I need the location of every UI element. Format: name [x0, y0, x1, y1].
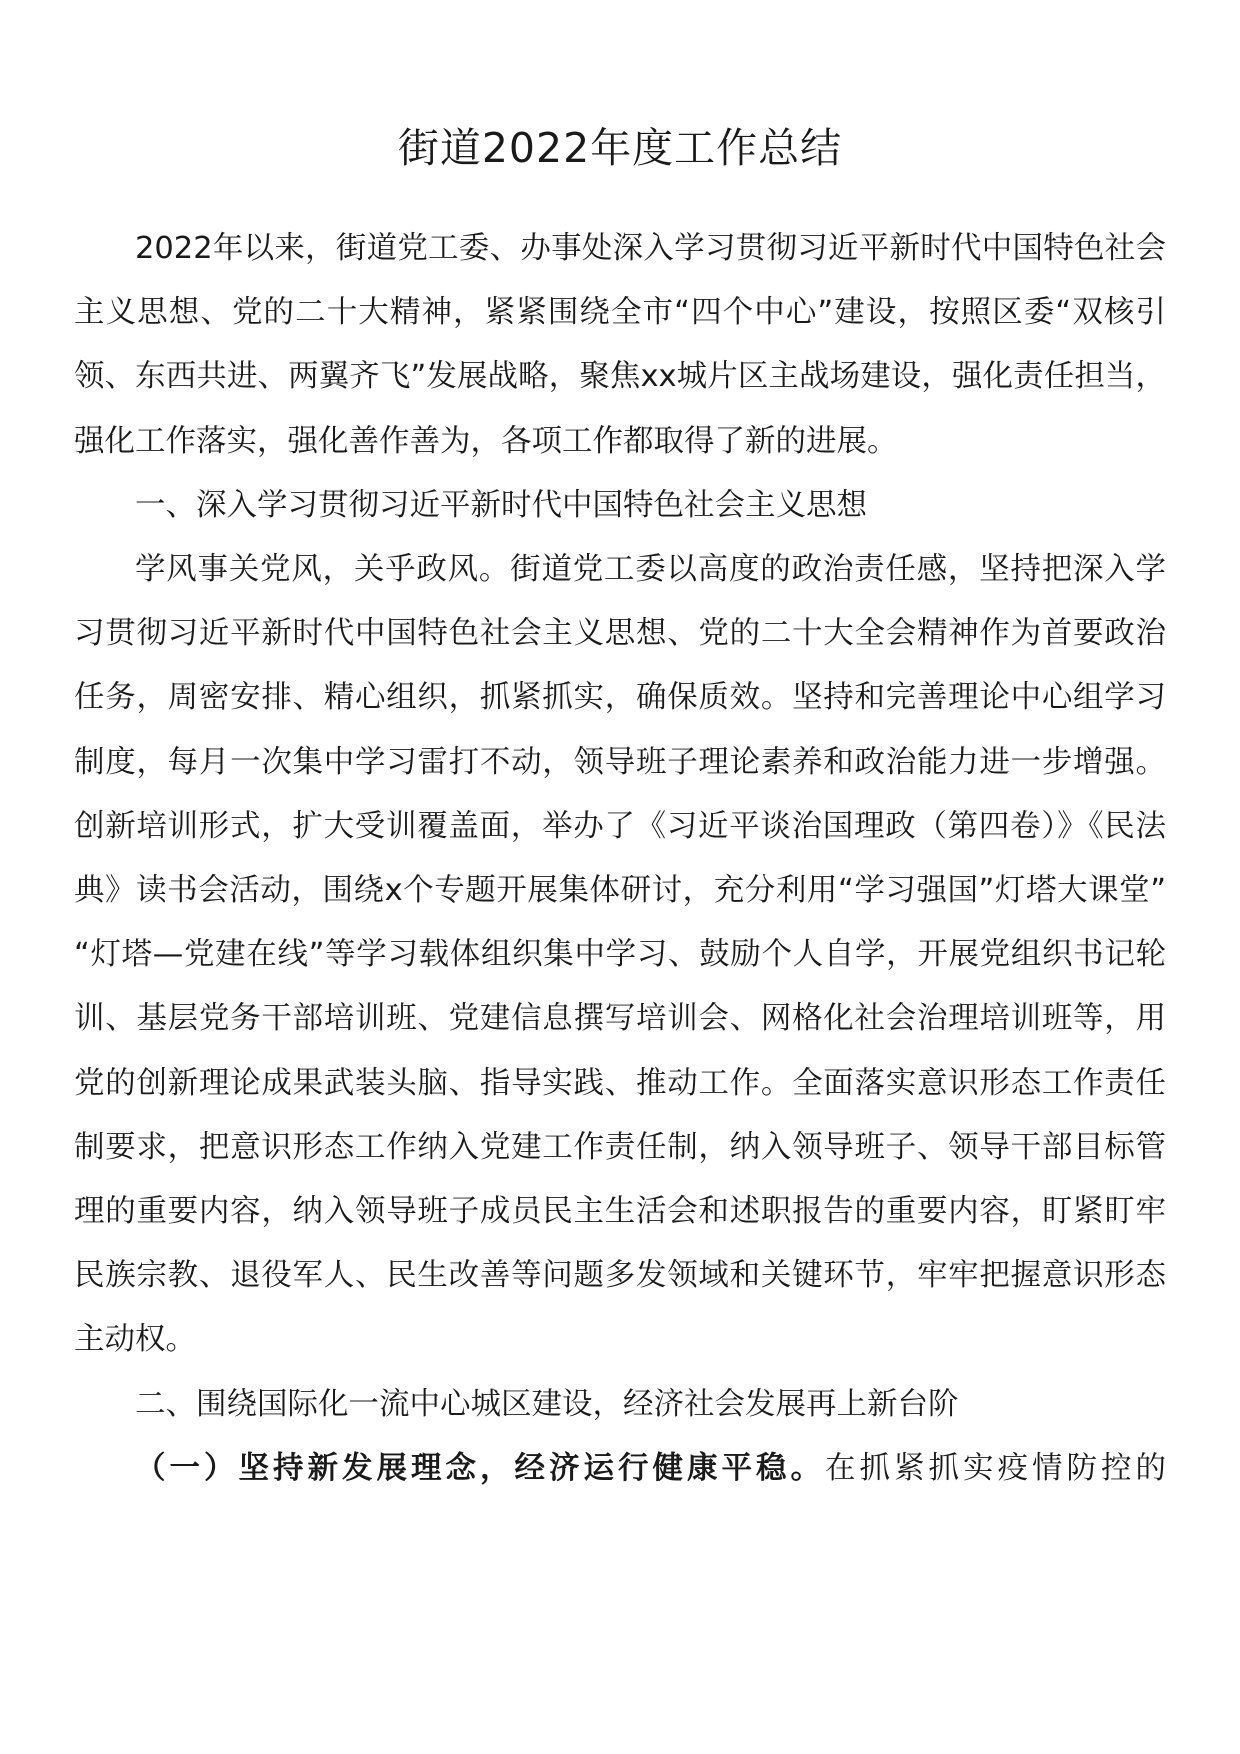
section-1-heading: 一、深入学习贯彻习近平新时代中国特色社会主义思想	[135, 487, 867, 523]
section-2-heading: 二、围绕国际化一流中心城区建设，经济社会发展再上新台阶	[135, 1386, 959, 1422]
document-body	[74, 217, 1166, 1501]
intro-paragraph: 2022年以来，街道党工委、办事处深入学习贯彻习近平新时代中国特色社会主义思想、党的二十大精神，紧紧围绕全市“四个中心”建设，按照区委“双核引领、东西共进、两翼齐飞”发展战略，聚焦xx城片区主战场建设，强化责任担当，强化工作落实，强化善作善为，各项工作都取得了新的进展。	[74, 231, 1166, 459]
document-title: 街道2022年度工作总结	[397, 124, 843, 172]
subsection-1-lead: （一）坚持新发展理念，经济运行健康平稳。	[135, 1450, 825, 1486]
subsection-1-paragraph	[74, 1437, 1166, 1501]
subsection-1-text: 在抓紧抓实疫情防控的	[825, 1450, 1166, 1486]
section-1-paragraph: 学风事关党风，关乎政风。街道党工委以高度的政治责任感，坚持把深入学习贯彻习近平新时代中国特色社会主义思想、党的二十大全会精神作为首要政治任务，周密安排、精心组织，抓紧抓实，确保质效。坚持和完善理论中心组学习制度，每月一次集中学习雷打不动，领导班子理论素养和政治能力进一步增强。创新培训形式，扩大受训覆盖面，举办了《习近平谈治国理政（第四卷）》《民法典》读书会活动，围绕x个专题开展集体研讨，充分利用“学习强国”灯塔大课堂” “灯塔—党建在线”等学习载体组织集中学习、鼓励个人自学，开展党组织书记轮训、基层党务干部培训班、党建信息撰写培训会、网格化社会治理培训班等，用党的创新理论成果武装头脑、指导实践、推动工作。全面落实意识形态工作责任制要求，把意识形态工作纳入党建工作责任制，纳入领导班子、领导干部目标管理的重要内容，纳入领导班子成员民主生活会和述职报告的重要内容，盯紧盯牢民族宗教、退役军人、民生改善等问题多发领域和关键环节，牢牢把握意识形态主动权。	[74, 552, 1166, 1358]
